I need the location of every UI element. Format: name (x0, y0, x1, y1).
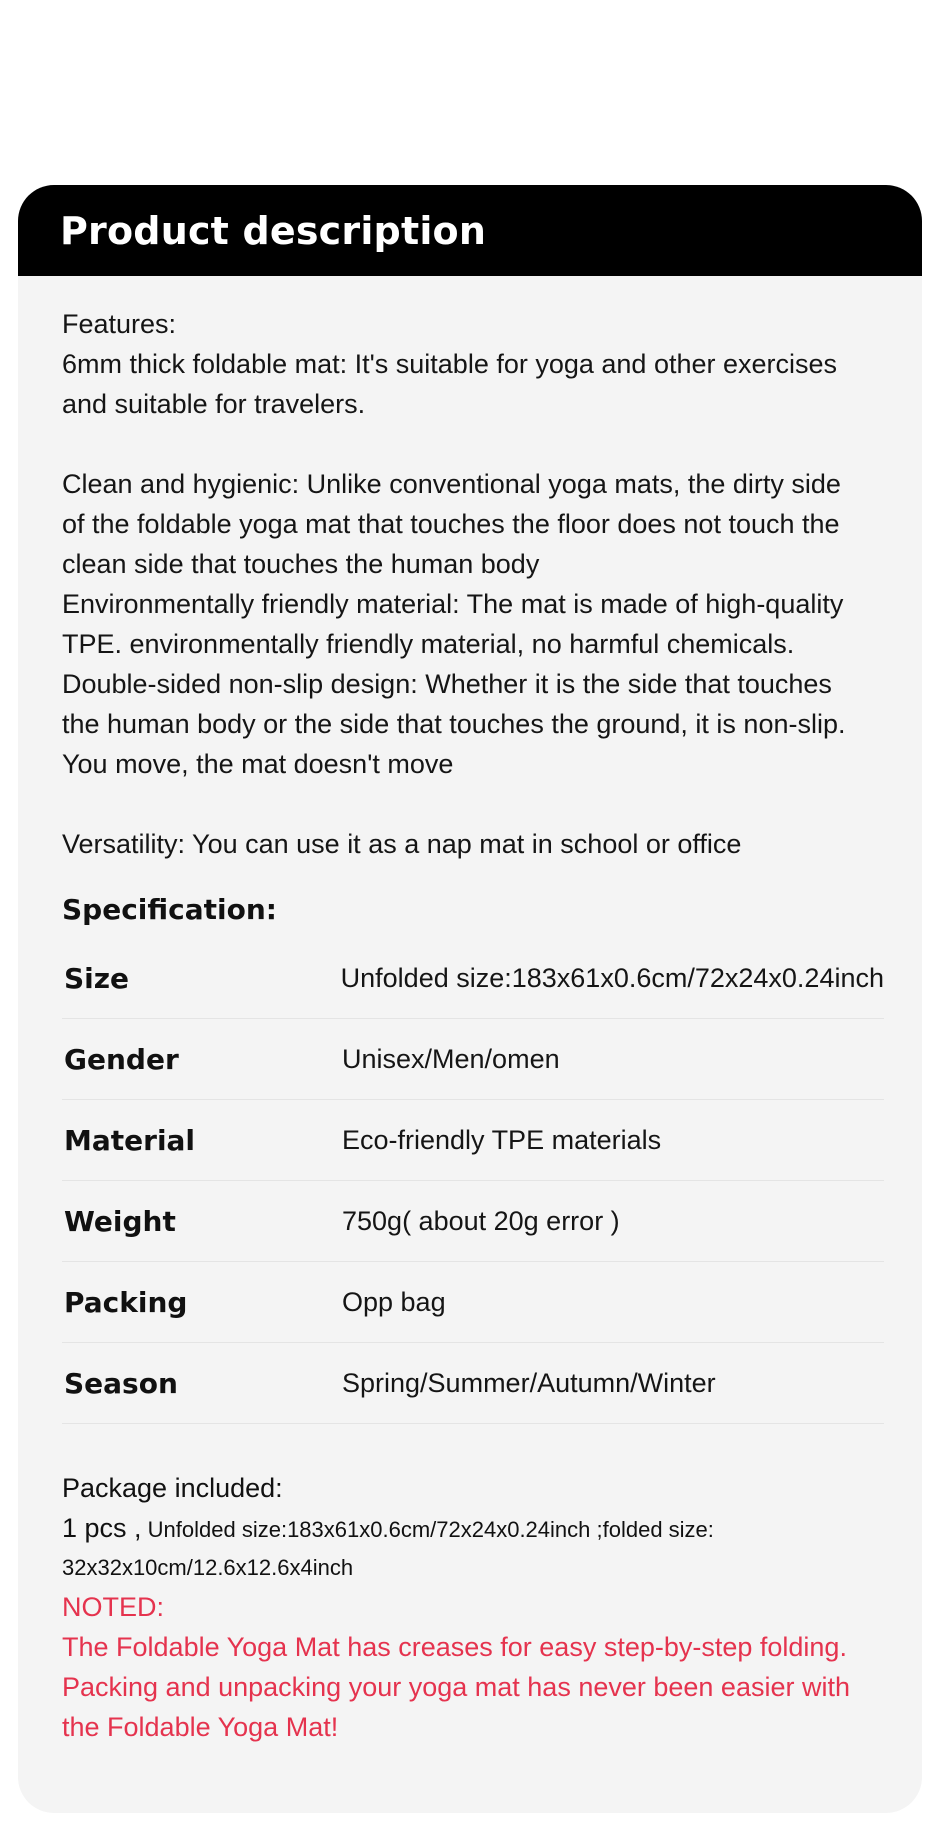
spec-row-weight (62, 1181, 884, 1262)
spec-row-material (62, 1100, 884, 1181)
features-line: Environmentally friendly material: The mat is made of high-quality (62, 589, 844, 619)
spec-row-season (62, 1343, 884, 1424)
specification-heading: Specification: (62, 893, 277, 926)
features-line: Versatility: You can use it as a nap mat in school or office (62, 829, 742, 859)
features-line: Double-sided non-slip design: Whether it is the side that touches (62, 669, 832, 699)
page-title: Product description (60, 208, 487, 253)
package-line (62, 1508, 878, 1549)
features-line: clean side that touches the human body (62, 549, 540, 579)
features-line: and suitable for travelers. (62, 389, 366, 419)
spec-key: Packing (64, 1285, 188, 1319)
noted-line: the Foldable Yoga Mat! (62, 1712, 339, 1742)
spec-row-gender (62, 1019, 884, 1100)
spec-value: 750g( about 20g error ) (342, 1205, 620, 1236)
card-body (18, 276, 922, 1747)
noted-line: Packing and unpacking your yoga mat has never been easier with (62, 1672, 850, 1702)
spec-key: Weight (64, 1204, 176, 1238)
spec-key: Size (64, 961, 130, 995)
features-line: TPE. environmentally friendly material, no harmful chemicals. (62, 629, 795, 659)
spec-value: Opp bag (342, 1286, 446, 1317)
features-line: the human body or the side that touches the ground, it is non-slip. (62, 709, 846, 739)
features-line: Clean and hygienic: Unlike conventional yoga mats, the dirty side (62, 469, 841, 499)
spec-key: Gender (64, 1042, 179, 1076)
spec-value: Unfolded size:183x61x0.6cm/72x24x0.24inch (340, 962, 884, 993)
package-detail-line2: 32x32x10cm/12.6x12.6x4inch (62, 1555, 354, 1580)
noted-line: The Foldable Yoga Mat has creases for easy step-by-step folding. (62, 1632, 847, 1662)
spec-row-size (62, 938, 884, 1019)
features-line: You move, the mat doesn't move (62, 749, 454, 779)
spec-key: Season (64, 1366, 178, 1400)
spacer (62, 424, 878, 464)
package-block (62, 1468, 878, 1587)
package-detail: Unfolded size:183x61x0.6cm/72x24x0.24inch ;folded size: (141, 1517, 714, 1542)
spec-value: Spring/Summer/Autumn/Winter (342, 1367, 716, 1398)
features-line: 6mm thick foldable mat: It's suitable for yoga and other exercises (62, 349, 838, 379)
features-line: of the foldable yoga mat that touches the floor does not touch the (62, 509, 840, 539)
spacer (62, 784, 878, 824)
product-description-card (18, 185, 922, 1813)
noted-label: NOTED: (62, 1592, 165, 1622)
card-header (18, 185, 922, 276)
spec-value: Eco-friendly TPE materials (342, 1124, 662, 1155)
spec-value: Unisex/Men/omen (342, 1043, 560, 1074)
specification-table (62, 938, 884, 1424)
spec-key: Material (64, 1123, 196, 1157)
spec-row-packing (62, 1262, 884, 1343)
package-qty: 1 pcs , (62, 1513, 142, 1543)
package-label: Package included: (62, 1473, 283, 1503)
features-label: Features: (62, 309, 177, 339)
